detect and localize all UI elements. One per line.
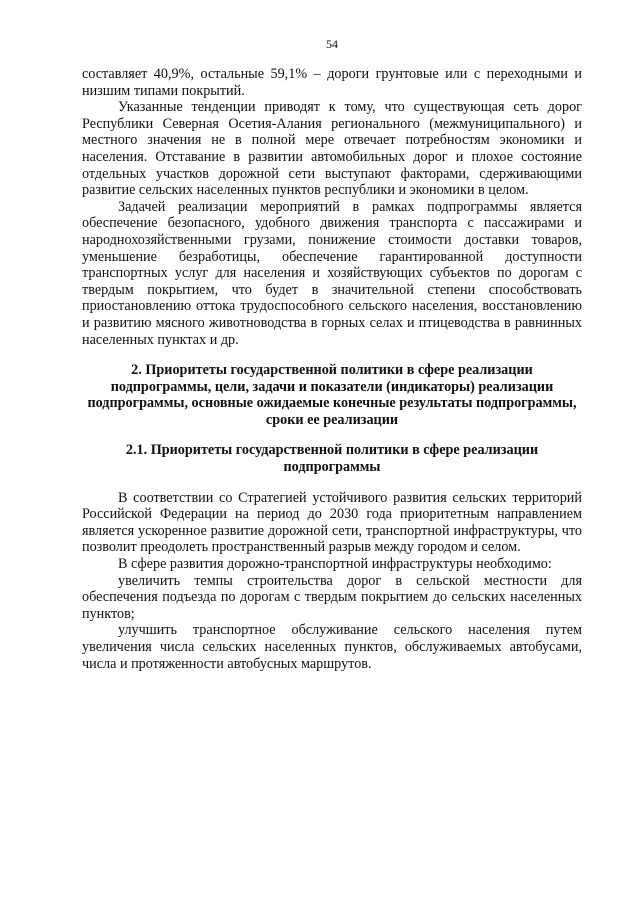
section-heading: [82, 362, 582, 428]
subsection-heading: 2.1. Приоритеты государственной политики в сфере реализации подпрограммы: [125, 442, 539, 476]
paragraph-strategy: В соответствии со Стратегией устойчивого развития сельских территорий Российской Федерации на период до 2030 года приоритетным направлением является ускоренное развитие дорожной сети, транспортной инфраструктуры, что позволит преодолеть пространственный разрыв между городом и селом.: [82, 489, 582, 556]
section-heading-text: 2. Приоритеты государственной политики в сфере реализации подпрограммы, цели, задачи и показатели (индикаторы) реализации подпрограммы, основные ожидаемые конечные результаты подпрограммы, сроки ее реализации: [87, 362, 577, 428]
paragraph-continuation: составляет 40,9%, остальные 59,1% – дороги грунтовые или с переходными и низшим типами покрытий.: [82, 66, 582, 99]
paragraph-transport-service: улучшить транспортное обслуживание сельского населения путем увеличения числа сельских населенных пунктов, обслуживаемых автобусами, числа и протяженности автобусных маршрутов.: [82, 622, 582, 672]
paragraph-infrastructure-needs: В сфере развития дорожно-транспортной инфраструктуры необходимо:: [118, 556, 552, 573]
paragraph-subprogram-task: Задачей реализации мероприятий в рамках подпрограммы является обеспечение безопасного, удобного движения транспорта с пассажирами и народнохозяйственными грузами, понижение стоимости доставки товаров, уменьшение безработицы, обеспечение гарантированной доступности транспортных услуг для населения и хозяйствующих субъектов по дорогам с твердым покрытием, что будет в значительной степени способствовать приостановлению оттока трудоспособного сельского населения, восстановлению и развитию мясного животноводства в горных селах и птицеводства в равнинных населенных пунктах и др.: [82, 198, 582, 348]
paragraph-road-construction: увеличить темпы строительства дорог в сельской местности для обеспечения подъезда по дорогам с твердым покрытием до сельских населенных пунктов;: [82, 572, 582, 622]
page-number: 54: [326, 37, 338, 51]
paragraph-trends: Указанные тенденции приводят к тому, что существующая сеть дорог Республики Северная Осетия-Алания регионального (межмуниципального) и местного значения не в полной мере отвечает потребностям экономики и населения. Отставание в развитии автомобильных дорог и плохое состояние отдельных участков дорожной сети выступают факторами, сдерживающими развитие сельских населенных пунктов республики и экономики в целом.: [82, 99, 582, 199]
